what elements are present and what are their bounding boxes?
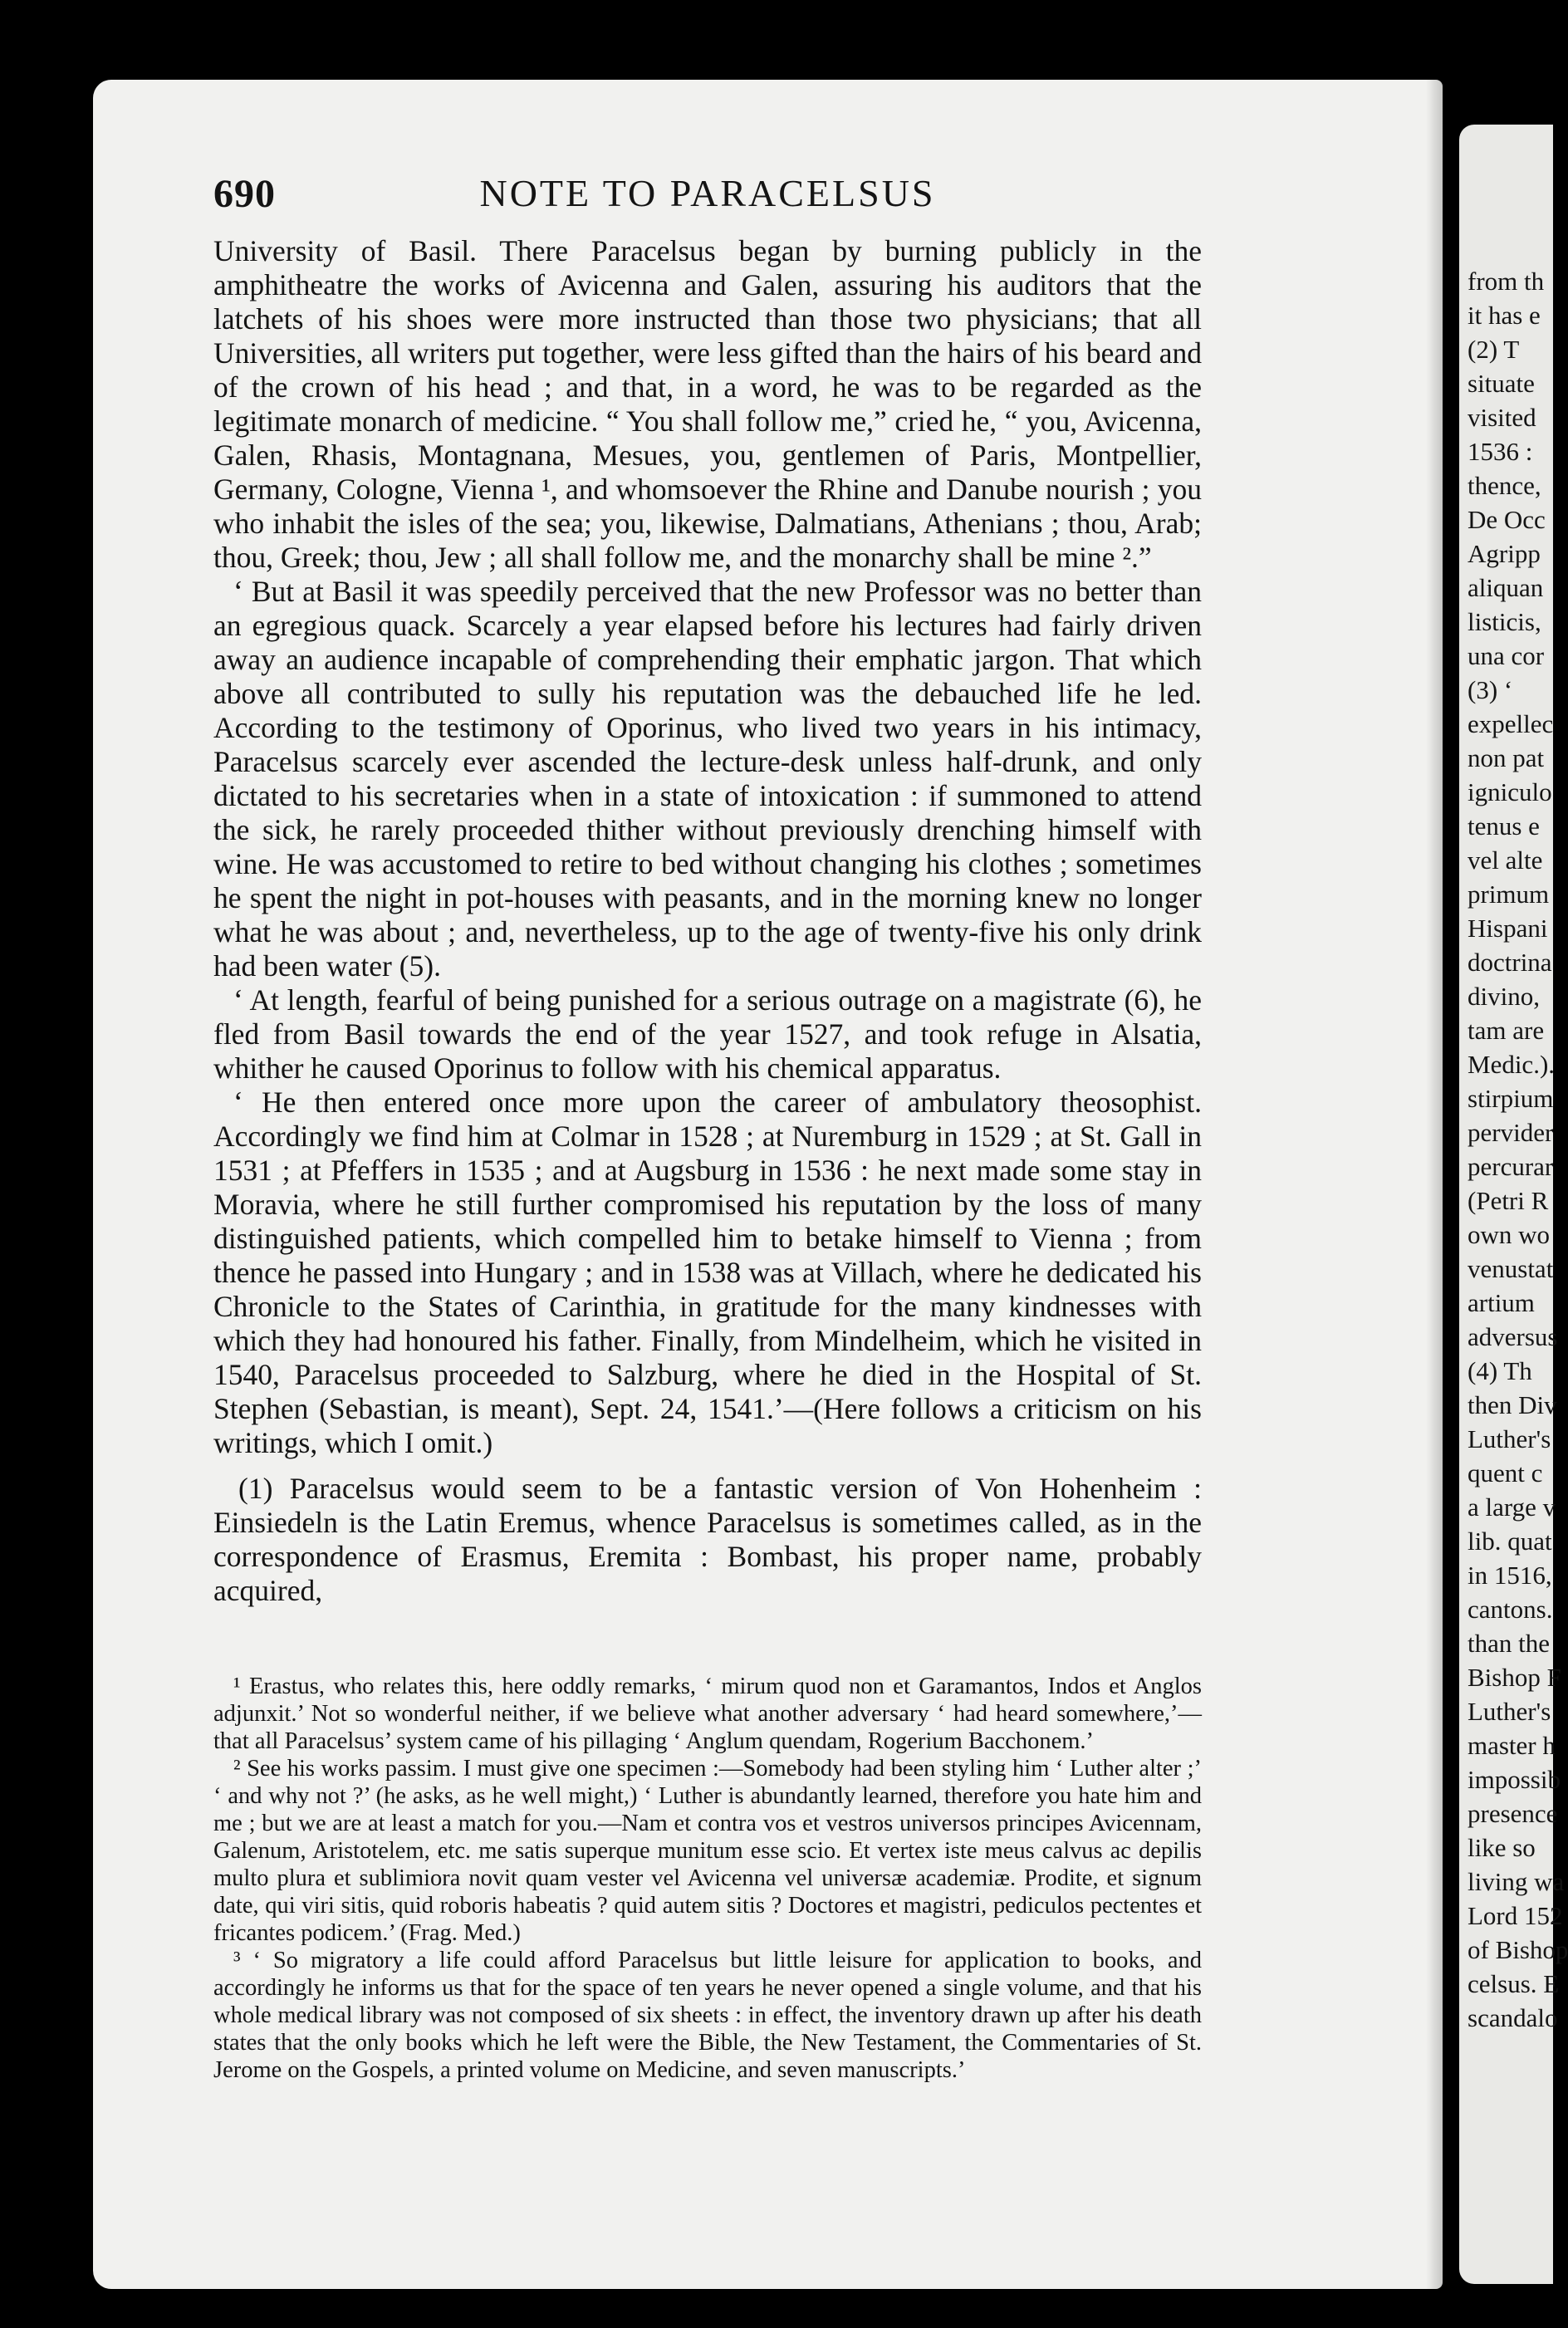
adjacent-page-line: pervider: [1468, 1118, 1554, 1147]
page-number: 690: [213, 172, 276, 216]
adjacent-page-line: Luther's: [1468, 1424, 1551, 1453]
adjacent-page-line: doctrina: [1468, 948, 1552, 977]
adjacent-page-line: lib. quat: [1468, 1527, 1552, 1556]
body-paragraph: ‘ He then entered once more upon the career of ambulatory theosophist. Accordingly we find him at Colmar in 1528 ; at Nuremburg in 1529 ; at St. Gall in 1531 ; at Pfeffers in 1535 ; and at Augsburg in 1536 : he next made some stay in Moravia, where he still further compromised his reputation by the loss of many distinguished patients, which compelled him to betake himself to Vienna ; from thence he passed into Hungary ; and in 1538 was at Villach, where he dedicated his Chronicle to the States of Carinthia, in gratitude for the many kindnesses with which they had honoured his father. Finally, from Mindelheim, which he visited in 1540, Paracelsus proceeded to Salzburg, where he died in the Hospital of St. Stephen (Sebastian, is meant), Sept. 24, 1541.’—(Here follows a criticism on his writings, which I omit.): [213, 1086, 1202, 1459]
body-paragraph: ‘ But at Basil it was speedily perceived that the new Professor was no better than an egregious quack. Scarcely a year elapsed before his lectures had fairly driven away an audience incapable of comprehending their emphatic jargon. That which above all contributed to sully his reputation was the debauched life he led. According to the testimony of Oporinus, who lived two years in his intimacy, Paracelsus scarcely ever ascended the lecture-desk unless half-drunk, and only dictated to his secretaries when in a state of intoxication : if summoned to attend the sick, he rarely proceeded thither without previously drenching himself with wine. He was accustomed to retire to bed without changing his clothes ; sometimes he spent the night in pot-houses with peasants, and in the morning knew no longer what he was about ; and, nevertheless, up to the age of twenty-five his only drink had been water (5).: [213, 575, 1202, 983]
adjacent-page-line: tam are: [1468, 1016, 1545, 1045]
adjacent-page-line: aliquan: [1468, 573, 1544, 602]
adjacent-page-line: una cor: [1468, 641, 1545, 670]
running-title: NOTE TO PARACELSUS: [479, 172, 936, 214]
adjacent-page-line: like so: [1468, 1833, 1536, 1862]
adjacent-page-line: situate: [1468, 369, 1535, 398]
adjacent-page-edge: [1459, 125, 1568, 2284]
endnote-paragraph: (1) Paracelsus would seem to be a fantastic version of Von Hohenheim : Einsiedeln is the Latin Eremus, whence Paracelsus is sometimes called, as in the correspondence of Erasmus, Eremita : Bombast, his proper name, probably acquired,: [213, 1472, 1202, 1607]
adjacent-page-line: own wo: [1468, 1220, 1551, 1249]
adjacent-page-line: presence: [1468, 1799, 1558, 1828]
adjacent-page-line: stirpium: [1468, 1084, 1554, 1113]
adjacent-page-line: expellec: [1468, 709, 1554, 738]
page-gutter-shadow: [1426, 80, 1443, 2289]
adjacent-page-line: De Occ: [1468, 505, 1546, 534]
page-header: [213, 171, 1202, 221]
adjacent-page-line: divino,: [1468, 982, 1540, 1011]
adjacent-page-line: visited: [1468, 403, 1536, 432]
adjacent-page-line: (3) ‘: [1468, 675, 1513, 704]
footnote: ² See his works passim. I must give one specimen :—Somebody had been styling him ‘ Luther alter ;’ ‘ and why not ?’ (he asks, as he well might,) ‘ Luther is abundantly learned, therefore you hate him and me ; but we are at least a match for you.—Nam et contra vos et vestros universos principes Avicennam, Galenum, Aristotelem, etc. me satis superque munitum esse scio. Et vertex iste meus calvus ac depilis multo plura et sublimiora novit quam vester vel Avicenna vel universæ academiæ. Prodite, et signum date, qui viri sitis, quid roboris habeatis ? quid autem sitis ? Doctores et magistri, pediculos pectentes et fricantes podicem.’ (Frag. Med.): [213, 1756, 1202, 1946]
adjacent-page-line: listicis,: [1468, 607, 1541, 636]
adjacent-page-line: vel alte: [1468, 845, 1543, 875]
footnote: ³ ‘ So migratory a life could afford Paracelsus but little leisure for application to books, and accordingly he informs us that for the space of ten years he never opened a single volume, and that his whole medical library was not composed of six sheets : in effect, the inventory drawn up after his death states that the only books which he left were the Bible, the New Testament, the Commentaries of St. Jerome on the Gospels, a printed volume on Medicine, and seven manuscripts.’: [213, 1948, 1202, 2083]
adjacent-page-line: from th: [1468, 267, 1545, 296]
adjacent-page-line: venustat: [1468, 1254, 1554, 1283]
adjacent-page-line: tenus e: [1468, 811, 1540, 841]
adjacent-page-line: impossib: [1468, 1765, 1561, 1794]
adjacent-page-line: thence,: [1468, 471, 1541, 500]
adjacent-page-line: Hispani: [1468, 914, 1548, 943]
adjacent-page-line: igniculo: [1468, 777, 1552, 806]
adjacent-page-line: it has e: [1468, 301, 1541, 330]
adjacent-page-line: Agripp: [1468, 539, 1541, 568]
body-paragraph: University of Basil. There Paracelsus began by burning publicly in the amphitheatre the works of Avicenna and Galen, assuring his auditors that the latchets of his shoes were more instructed than those two physicians; that all Universities, all writers put together, were less gifted than the hairs of his beard and of the crown of his head ; and that, in a word, he was to be regarded as the legitimate monarch of medicine. “ You shall follow me,” cried he, “ you, Avicenna, Galen, Rhasis, Montagnana, Mesues, you, gentlemen of Paris, Montpellier, Germany, Cologne, Vienna ¹, and whomsoever the Rhine and Danube nourish ; you who inhabit the isles of the sea; you, likewise, Dalmatians, Athenians ; thou, Arab; thou, Greek; thou, Jew ; all shall follow me, and the monarchy shall be mine ².”: [213, 234, 1202, 574]
body-text: [213, 234, 1202, 1608]
adjacent-page-line: master h: [1468, 1731, 1556, 1760]
adjacent-page-line: of Bishop: [1468, 1935, 1568, 1964]
adjacent-page-line: living wa: [1468, 1867, 1565, 1896]
adjacent-page-line: (Petri R: [1468, 1186, 1549, 1215]
adjacent-page-line: a large v: [1468, 1492, 1556, 1522]
adjacent-page-line: cantons.: [1468, 1595, 1553, 1624]
adjacent-page-line: (2) T: [1468, 335, 1520, 364]
adjacent-page-line: percurar: [1468, 1152, 1554, 1181]
adjacent-page-line: scandalo: [1468, 2003, 1558, 2032]
adjacent-page-line: celsus. E: [1468, 1969, 1560, 1998]
adjacent-page-line: Bishop F: [1468, 1663, 1561, 1692]
footnote: ¹ Erastus, who relates this, here oddly remarks, ‘ mirum quod non et Garamantos, Indos et Anglos adjunxit.’ Not so wonderful neither, if we believe what another adversary ‘ had heard somewhere,’—that all Paracelsus’ system came of his pillaging ‘ Anglum quendam, Rogerium Bacchonem.’: [213, 1674, 1202, 1754]
adjacent-page-line: adversus: [1468, 1322, 1558, 1351]
body-paragraph: ‘ At length, fearful of being punished for a serious outrage on a magistrate (6), he fled from Basil towards the end of the year 1527, and took refuge in Alsatia, whither he caused Oporinus to follow with his chemical apparatus.: [213, 983, 1202, 1085]
adjacent-page-line: than the: [1468, 1629, 1550, 1658]
adjacent-page-line: then Div: [1468, 1390, 1557, 1419]
adjacent-page-line: in 1516,: [1468, 1561, 1552, 1590]
adjacent-page-line: non pat: [1468, 743, 1545, 772]
adjacent-page-line: artium: [1468, 1288, 1535, 1317]
adjacent-page-line: Lord 152: [1468, 1901, 1563, 1930]
adjacent-page-line: primum: [1468, 880, 1550, 909]
book-page: [93, 80, 1443, 2289]
adjacent-page-line: (4) Th: [1468, 1356, 1532, 1385]
footnotes: [213, 1673, 1202, 2084]
adjacent-page-line: Medic.).: [1468, 1050, 1556, 1079]
adjacent-page-line: quent c: [1468, 1458, 1543, 1487]
adjacent-page-line: 1536 :: [1468, 437, 1533, 466]
adjacent-page-line: Luther's: [1468, 1697, 1551, 1726]
